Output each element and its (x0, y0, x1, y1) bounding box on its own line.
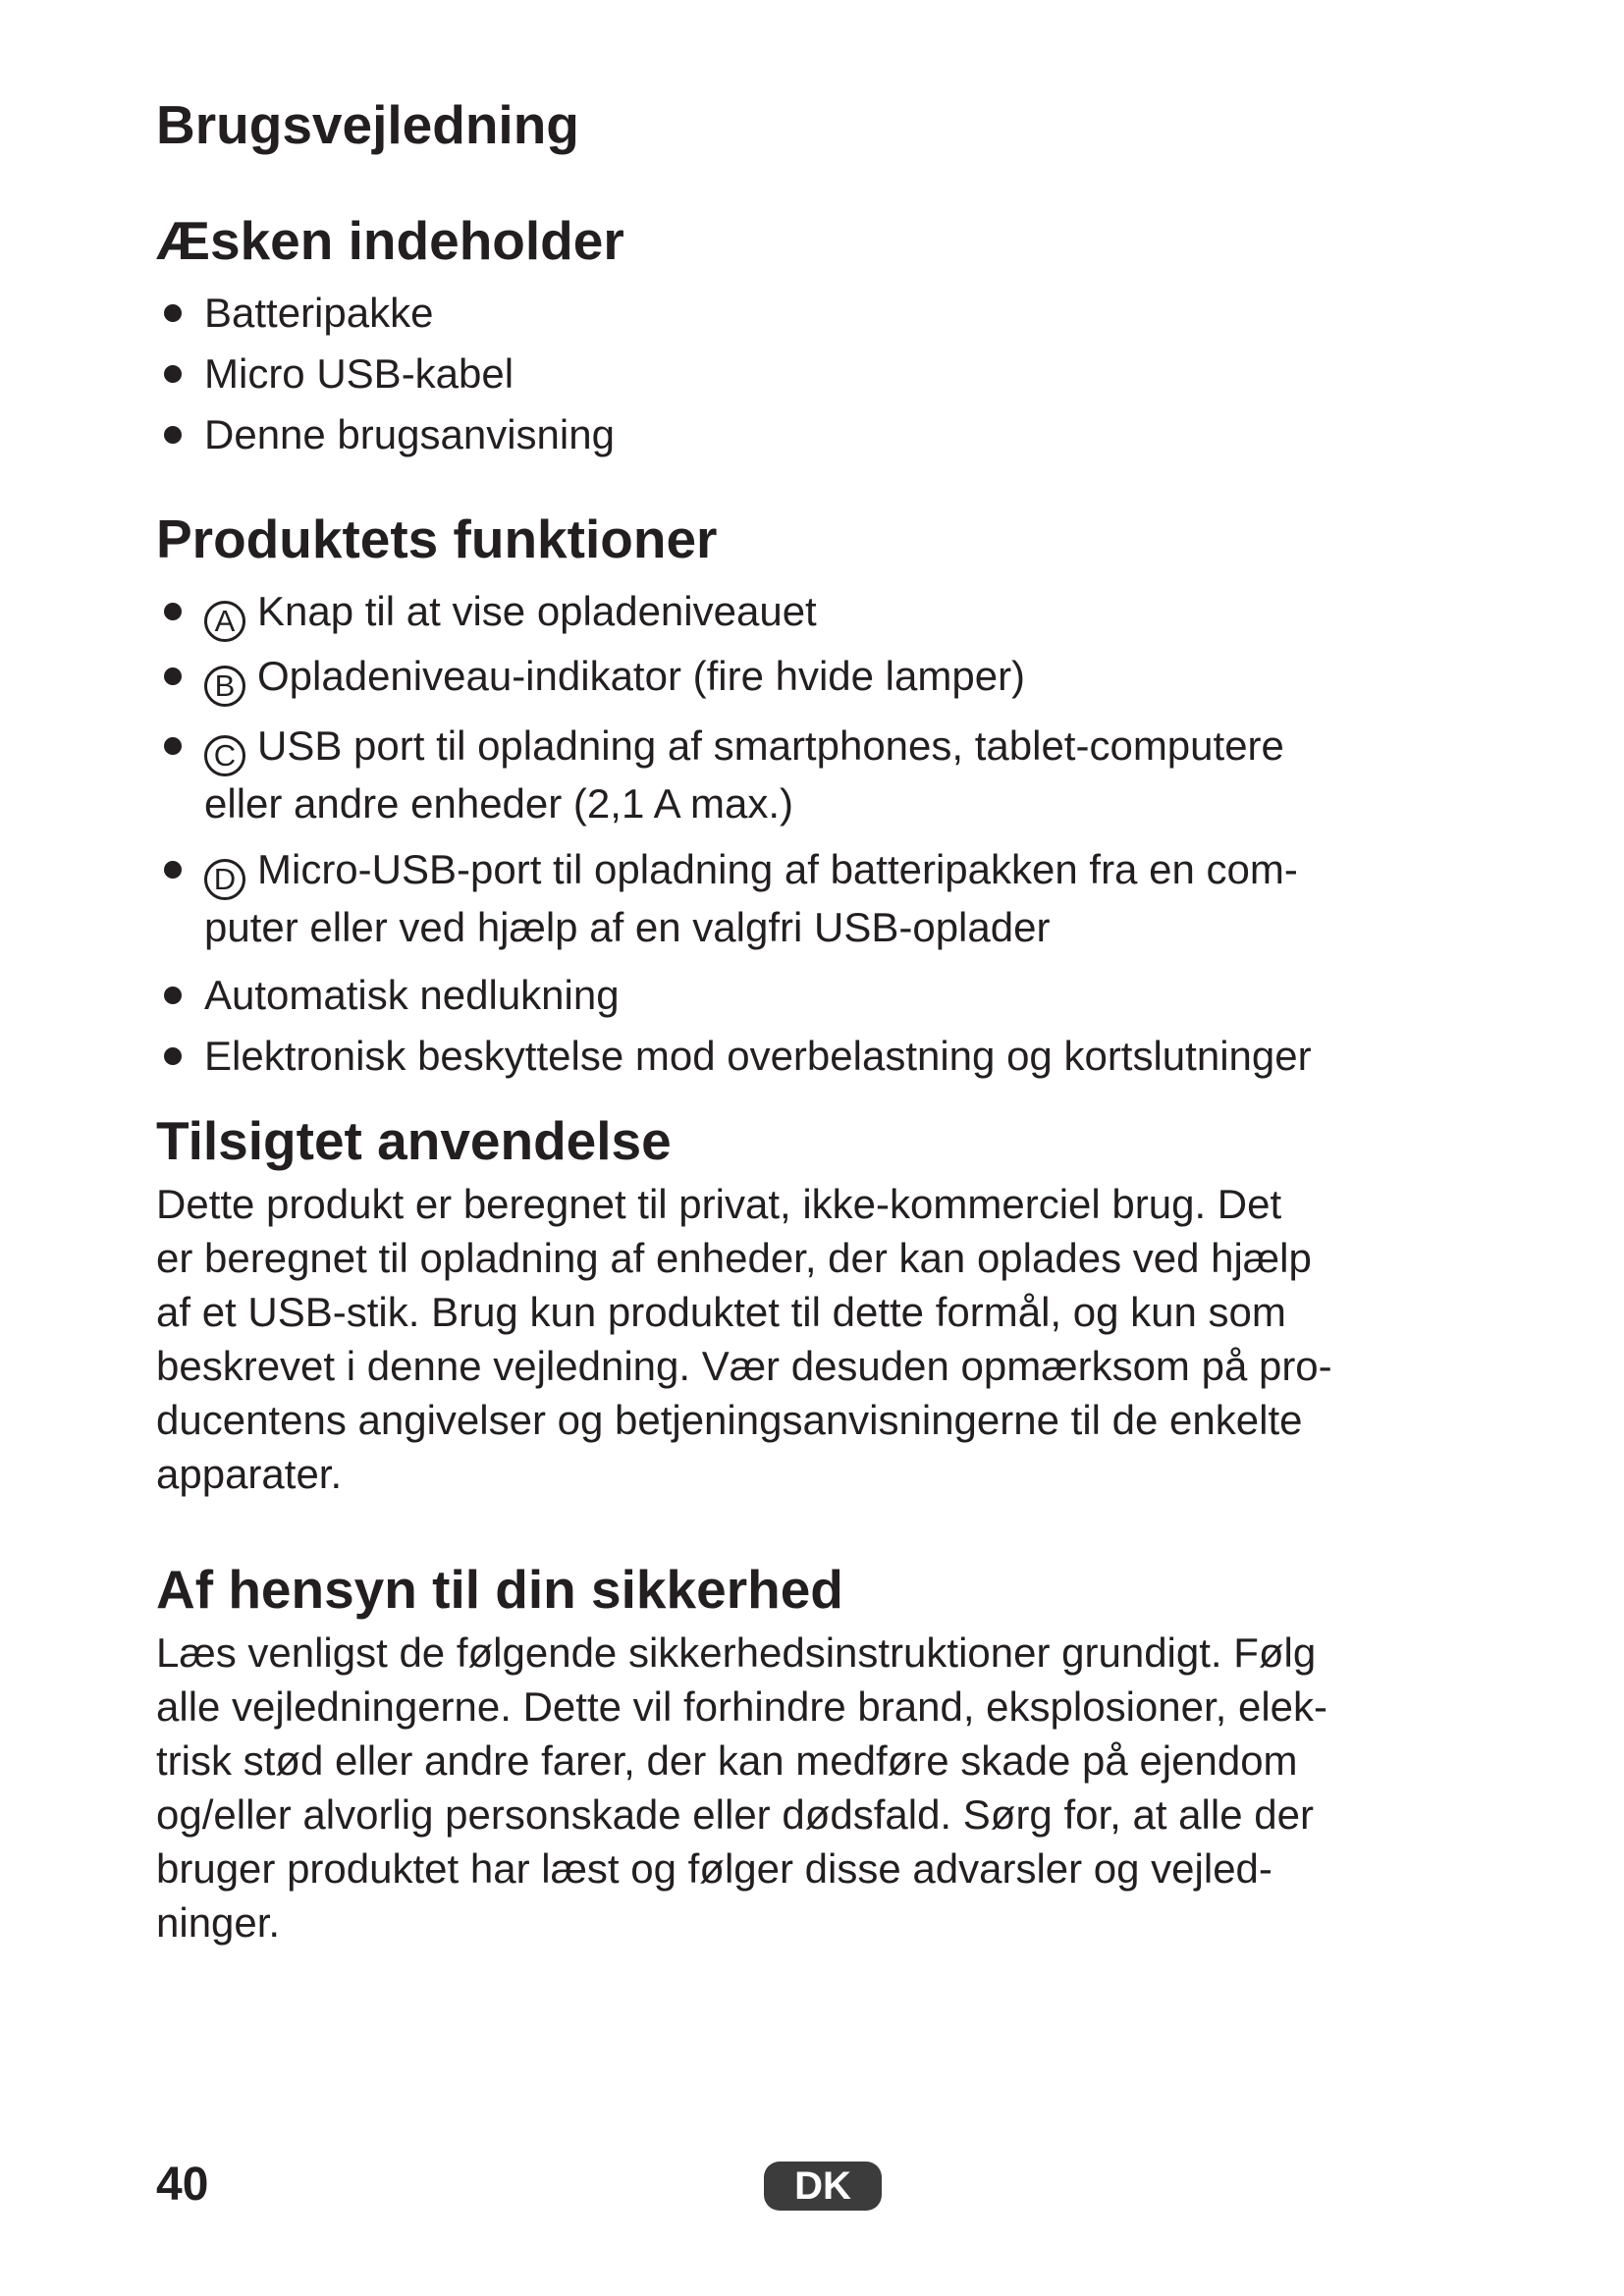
intended-use-section (156, 1108, 1477, 1501)
features-heading: Produktets funktioner (156, 508, 718, 569)
list-item (156, 968, 1477, 1022)
bullet-icon (164, 737, 182, 755)
paragraph-line: beskrevet i denne vejledning. Vær desuden opmærksom på pro- (156, 1343, 1332, 1389)
paragraph-line: ninger. (156, 1899, 281, 1946)
list-item (156, 407, 1477, 461)
list-item (156, 842, 1477, 954)
features-section (156, 507, 1477, 1083)
bullet-icon (164, 304, 182, 322)
list-item-text: Denne brugsanvisning (204, 411, 615, 457)
bullet-icon (164, 426, 182, 444)
list-item (156, 286, 1477, 340)
bullet-icon (164, 365, 182, 383)
list-item-text: Knap til at vise opladeniveauet (257, 588, 817, 634)
list-item (156, 584, 1477, 642)
language-badge: DK (764, 2162, 882, 2211)
safety-heading: Af hensyn til din sikkerhed (156, 1559, 843, 1620)
box-contents-list (156, 286, 1477, 461)
list-item-text: Automatisk nedlukning (204, 972, 620, 1018)
paragraph-line: Dette produkt er beregnet til privat, ikke-kommerciel brug. Det (156, 1181, 1282, 1227)
label-a-icon: A (204, 601, 245, 642)
list-item (156, 1029, 1477, 1083)
bullet-icon (164, 667, 182, 685)
list-item-text: Opladeniveau-indikator (fire hvide lamper) (257, 653, 1026, 699)
bullet-icon (164, 603, 182, 620)
paragraph-line: trisk stød eller andre farer, der kan medføre skade på ejendom (156, 1737, 1298, 1784)
list-item (156, 649, 1477, 707)
paragraph-line: bruger produktet har læst og følger disse advarsler og vejled- (156, 1845, 1272, 1892)
safety-section (156, 1557, 1477, 1949)
list-item-text: Micro USB-kabel (204, 350, 514, 397)
bullet-icon (164, 861, 182, 879)
intended-use-body (156, 1177, 1477, 1501)
list-item (156, 719, 1477, 830)
list-item-text-continued: puter eller ved hjælp af en valgfri USB-oplader (204, 904, 1051, 950)
paragraph-line: alle vejledningerne. Dette vil forhindre brand, eksplosioner, elek- (156, 1683, 1328, 1730)
list-item-text: USB port til opladning af smartphones, tablet-computere (257, 722, 1284, 769)
list-item-text-continued: eller andre enheder (2,1 A max.) (204, 780, 794, 827)
safety-body (156, 1626, 1477, 1949)
intended-use-heading: Tilsigtet anvendelse (156, 1110, 672, 1171)
list-item-text: Batteripakke (204, 290, 434, 336)
features-list (156, 584, 1477, 1083)
paragraph-line: ducentens angivelser og betjeningsanvisningerne til de enkelte (156, 1397, 1303, 1443)
page-number: 40 (156, 2159, 209, 2211)
box-contents-heading: Æsken indeholder (156, 210, 624, 271)
paragraph-line: apparater. (156, 1451, 343, 1497)
bullet-icon (164, 1047, 182, 1065)
paragraph-line: og/eller alvorlig personskade eller dødsfald. Sørg for, at alle der (156, 1791, 1314, 1838)
paragraph-line: Læs venligst de følgende sikkerhedsinstruktioner grundigt. Følg (156, 1629, 1317, 1676)
label-b-icon: B (204, 666, 245, 707)
label-d-icon: D (204, 859, 245, 900)
box-contents-section (156, 208, 1477, 461)
label-c-icon: C (204, 735, 245, 776)
paragraph-line: er beregnet til opladning af enheder, der kan oplades ved hjælp (156, 1235, 1312, 1281)
list-item-text: Elektronisk beskyttelse mod overbelastning og kortslutninger (204, 1033, 1312, 1079)
bullet-icon (164, 987, 182, 1004)
paragraph-line: af et USB-stik. Brug kun produktet til dette formål, og kun som (156, 1289, 1286, 1335)
list-item (156, 347, 1477, 400)
list-item-text: Micro-USB-port til opladning af batteripakken fra en com- (257, 846, 1298, 892)
page-title: Brugsvejledning (156, 94, 579, 155)
